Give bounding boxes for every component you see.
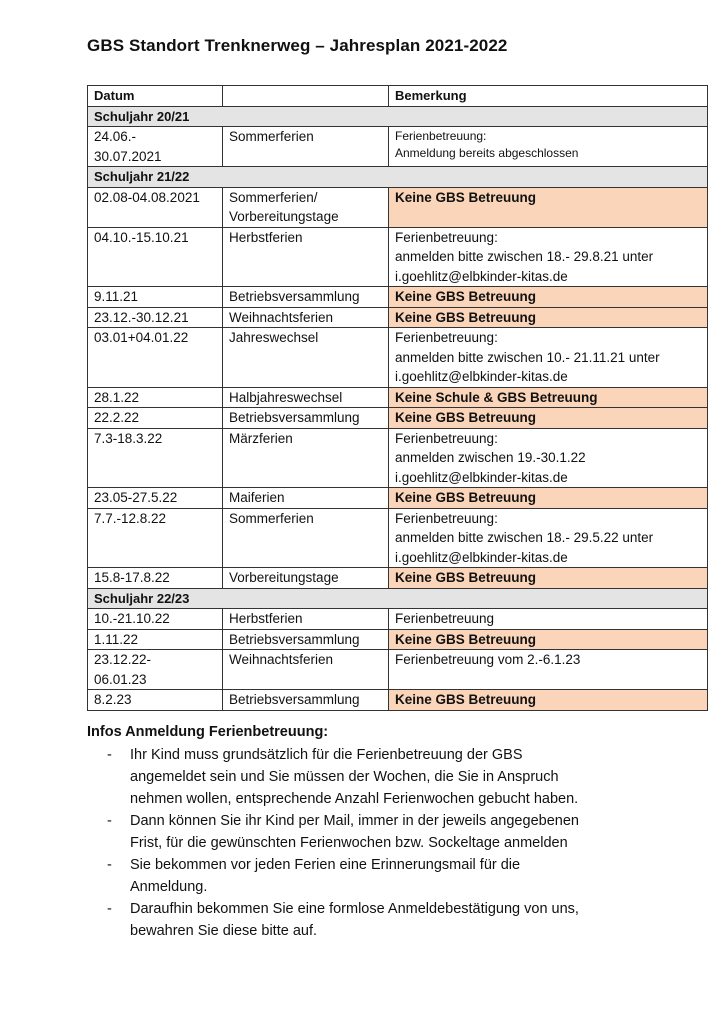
- table-row: [88, 428, 708, 488]
- table-row: [88, 690, 708, 711]
- event-cell-line: Betriebsversammlung: [229, 631, 360, 647]
- date-cell-line: 10.-21.10.22: [94, 611, 170, 626]
- remark-cell: [389, 287, 708, 308]
- remark-cell: [389, 227, 708, 287]
- event-cell-line: Herbstferien: [229, 611, 303, 626]
- remark-cell: [389, 568, 708, 589]
- remark-cell-line: Keine GBS Betreuung: [395, 570, 537, 585]
- event-cell: [223, 629, 389, 650]
- document-title: GBS Standort Trenknerweg – Jahresplan 2021-2022: [87, 36, 508, 55]
- remark-cell: [389, 328, 708, 388]
- date-cell-line: 15.8-17.8.22: [94, 570, 170, 585]
- table-body: [88, 106, 708, 710]
- table-row: [88, 408, 708, 429]
- info-list-item: [87, 744, 687, 810]
- info-item-line: Anmeldung.: [130, 879, 208, 895]
- event-cell: [223, 609, 389, 630]
- remark-cell-line: Keine GBS Betreuung: [395, 309, 537, 325]
- event-cell: [223, 408, 389, 429]
- bullet-dash: -: [107, 901, 112, 917]
- date-cell: [88, 690, 223, 711]
- event-cell-line: Sommerferien: [229, 510, 314, 526]
- remark-cell: [389, 488, 708, 509]
- date-cell-line: 04.10.-15.10.21: [94, 229, 189, 245]
- date-cell: [88, 650, 223, 690]
- date-cell: [88, 508, 223, 568]
- remark-cell-line: Ferienbetreuung: [395, 611, 495, 626]
- date-cell-line: 23.05-27.5.22: [94, 490, 178, 505]
- date-cell: [88, 328, 223, 388]
- remark-cell-line: Keine GBS Betreuung: [395, 289, 537, 304]
- remark-cell-line: Keine GBS Betreuung: [395, 410, 537, 425]
- table-row: [88, 650, 708, 690]
- remark-cell-line: Ferienbetreuung:: [395, 129, 487, 143]
- event-cell: [223, 187, 389, 227]
- table-row: [88, 328, 708, 388]
- date-cell-line: 02.08-04.08.2021: [94, 189, 200, 205]
- table-row: [88, 307, 708, 328]
- bullet-dash: -: [107, 747, 112, 763]
- date-cell: [88, 387, 223, 408]
- event-cell: [223, 127, 389, 167]
- date-cell: [88, 568, 223, 589]
- info-list-item: [87, 854, 687, 898]
- remark-cell-line: Keine GBS Betreuung: [395, 189, 537, 205]
- event-cell: [223, 508, 389, 568]
- remark-cell-line: Ferienbetreuung:: [395, 330, 498, 345]
- date-cell-line: 9.11.21: [94, 289, 139, 304]
- remark-cell-line: anmelden zwischen 19.-30.1.22: [395, 450, 586, 465]
- date-cell: [88, 408, 223, 429]
- remark-cell-line: Keine GBS Betreuung: [395, 692, 537, 707]
- event-cell: [223, 488, 389, 509]
- remark-cell: [389, 609, 708, 630]
- event-cell-line: Vorbereitungstage: [229, 209, 339, 224]
- remark-cell-line: Ferienbetreuung:: [395, 229, 498, 245]
- event-cell: [223, 307, 389, 328]
- remark-cell-line: Ferienbetreuung:: [395, 430, 498, 446]
- date-cell: [88, 307, 223, 328]
- event-cell-line: Weihnachtsferien: [229, 309, 334, 325]
- remark-cell-line: i.goehlitz@elbkinder-kitas.de: [395, 268, 568, 284]
- info-list: [87, 744, 687, 942]
- event-cell-line: Maiferien: [229, 490, 285, 505]
- date-cell-line: 7.7.-12.8.22: [94, 510, 167, 526]
- remark-cell-line: Keine Schule & GBS Betreuung: [395, 389, 598, 405]
- event-cell: [223, 287, 389, 308]
- table-row: [88, 568, 708, 589]
- event-cell-line: Märzferien: [229, 430, 293, 446]
- table-row: [88, 127, 708, 167]
- table-row: [88, 187, 708, 227]
- event-cell: [223, 428, 389, 488]
- date-cell: [88, 187, 223, 227]
- section-row: [88, 106, 708, 127]
- date-cell: [88, 629, 223, 650]
- event-cell: [223, 328, 389, 388]
- info-item-line: nehmen wollen, entsprechende Anzahl Ferienwochen gebucht haben.: [130, 791, 579, 807]
- remark-cell-line: anmelden bitte zwischen 18.- 29.8.21 unter: [395, 249, 654, 264]
- date-cell: [88, 227, 223, 287]
- date-cell: [88, 127, 223, 167]
- table-row: [88, 227, 708, 287]
- annual-plan-table: [87, 85, 708, 711]
- event-cell: [223, 227, 389, 287]
- remark-cell-line: Ferienbetreuung vom 2.-6.1.23: [395, 652, 581, 667]
- header-remark: Bemerkung: [389, 86, 708, 107]
- info-item-line: Ihr Kind muss grundsätzlich für die Ferienbetreuung der GBS: [130, 747, 523, 763]
- event-cell-line: Jahreswechsel: [229, 330, 319, 345]
- table-row: [88, 609, 708, 630]
- remark-cell-line: Keine GBS Betreuung: [395, 631, 537, 647]
- date-cell-line: 23.12.-30.12.21: [94, 309, 189, 325]
- date-cell-line: 22.2.22: [94, 410, 140, 425]
- remark-cell-line: anmelden bitte zwischen 10.- 21.11.21 unter: [395, 349, 660, 365]
- date-cell-line: 8.2.23: [94, 692, 132, 707]
- table-row: [88, 387, 708, 408]
- table-row: [88, 508, 708, 568]
- event-cell-line: Sommerferien: [229, 129, 314, 144]
- section-label: Schuljahr 21/22: [88, 167, 708, 188]
- event-cell-line: Halbjahreswechsel: [229, 389, 343, 405]
- table-row: [88, 488, 708, 509]
- info-item-line: Dann können Sie ihr Kind per Mail, immer in der jeweils angegebenen: [130, 813, 579, 829]
- remark-cell-line: i.goehlitz@elbkinder-kitas.de: [395, 549, 568, 565]
- date-cell-line: 7.3-18.3.22: [94, 430, 163, 446]
- remark-cell: [389, 629, 708, 650]
- remark-cell-line: Keine GBS Betreuung: [395, 490, 537, 505]
- info-item-line: Frist, für die gewünschten Ferienwochen bzw. Sockeltage anmelden: [130, 835, 568, 851]
- date-cell-line: 1.11.22: [94, 631, 139, 647]
- header-date: Datum: [88, 86, 223, 107]
- remark-cell: [389, 127, 708, 167]
- info-list-item: [87, 810, 687, 854]
- event-cell-line: Sommerferien/: [229, 189, 318, 205]
- section-row: [88, 167, 708, 188]
- info-section: [87, 724, 687, 942]
- event-cell-line: Weihnachtsferien: [229, 652, 334, 667]
- event-cell: [223, 387, 389, 408]
- remark-cell: [389, 408, 708, 429]
- event-cell: [223, 690, 389, 711]
- header-event: [223, 86, 389, 107]
- event-cell-line: Betriebsversammlung: [229, 692, 360, 707]
- info-item-line: Sie bekommen vor jeden Ferien eine Erinnerungsmail für die: [130, 857, 521, 873]
- remark-cell-line: Anmeldung bereits abgeschlossen: [395, 146, 579, 160]
- remark-cell: [389, 508, 708, 568]
- date-cell-line: 23.12.22-: [94, 652, 152, 667]
- remark-cell-line: i.goehlitz@elbkinder-kitas.de: [395, 369, 568, 384]
- info-list-item: [87, 898, 687, 942]
- date-cell: [88, 287, 223, 308]
- date-cell-line: 30.07.2021: [94, 148, 162, 164]
- remark-cell: [389, 650, 708, 690]
- info-item-line: bewahren Sie diese bitte auf.: [130, 923, 318, 939]
- remark-cell-line: anmelden bitte zwischen 18.- 29.5.22 unter: [395, 530, 654, 545]
- event-cell-line: Vorbereitungstage: [229, 570, 339, 585]
- bullet-dash: -: [107, 813, 112, 829]
- remark-cell: [389, 387, 708, 408]
- event-cell-line: Betriebsversammlung: [229, 289, 360, 304]
- remark-cell: [389, 428, 708, 488]
- bullet-dash: -: [107, 857, 112, 873]
- event-cell-line: Herbstferien: [229, 229, 303, 245]
- section-label: Schuljahr 22/23: [88, 588, 708, 609]
- date-cell-line: 03.01+04.01.22: [94, 330, 189, 345]
- date-cell-line: 24.06.-: [94, 129, 137, 144]
- table-row: [88, 629, 708, 650]
- remark-cell: [389, 187, 708, 227]
- remark-cell-line: Ferienbetreuung:: [395, 510, 498, 526]
- remark-cell-line: i.goehlitz@elbkinder-kitas.de: [395, 469, 568, 485]
- date-cell-line: 06.01.23: [94, 671, 147, 687]
- date-cell: [88, 428, 223, 488]
- section-label: Schuljahr 20/21: [88, 106, 708, 127]
- event-cell: [223, 568, 389, 589]
- table-row: [88, 287, 708, 308]
- date-cell-line: 28.1.22: [94, 389, 140, 405]
- event-cell-line: Betriebsversammlung: [229, 410, 360, 425]
- remark-cell: [389, 690, 708, 711]
- event-cell: [223, 650, 389, 690]
- date-cell: [88, 488, 223, 509]
- table-header-row: [88, 86, 708, 107]
- section-row: [88, 588, 708, 609]
- info-item-line: angemeldet sein und Sie müssen der Wochen, die Sie in Anspruch: [130, 769, 559, 785]
- info-title: Infos Anmeldung Ferienbetreuung:: [87, 724, 329, 740]
- date-cell: [88, 609, 223, 630]
- remark-cell: [389, 307, 708, 328]
- info-item-line: Daraufhin bekommen Sie eine formlose Anmeldebestätigung von uns,: [130, 901, 579, 917]
